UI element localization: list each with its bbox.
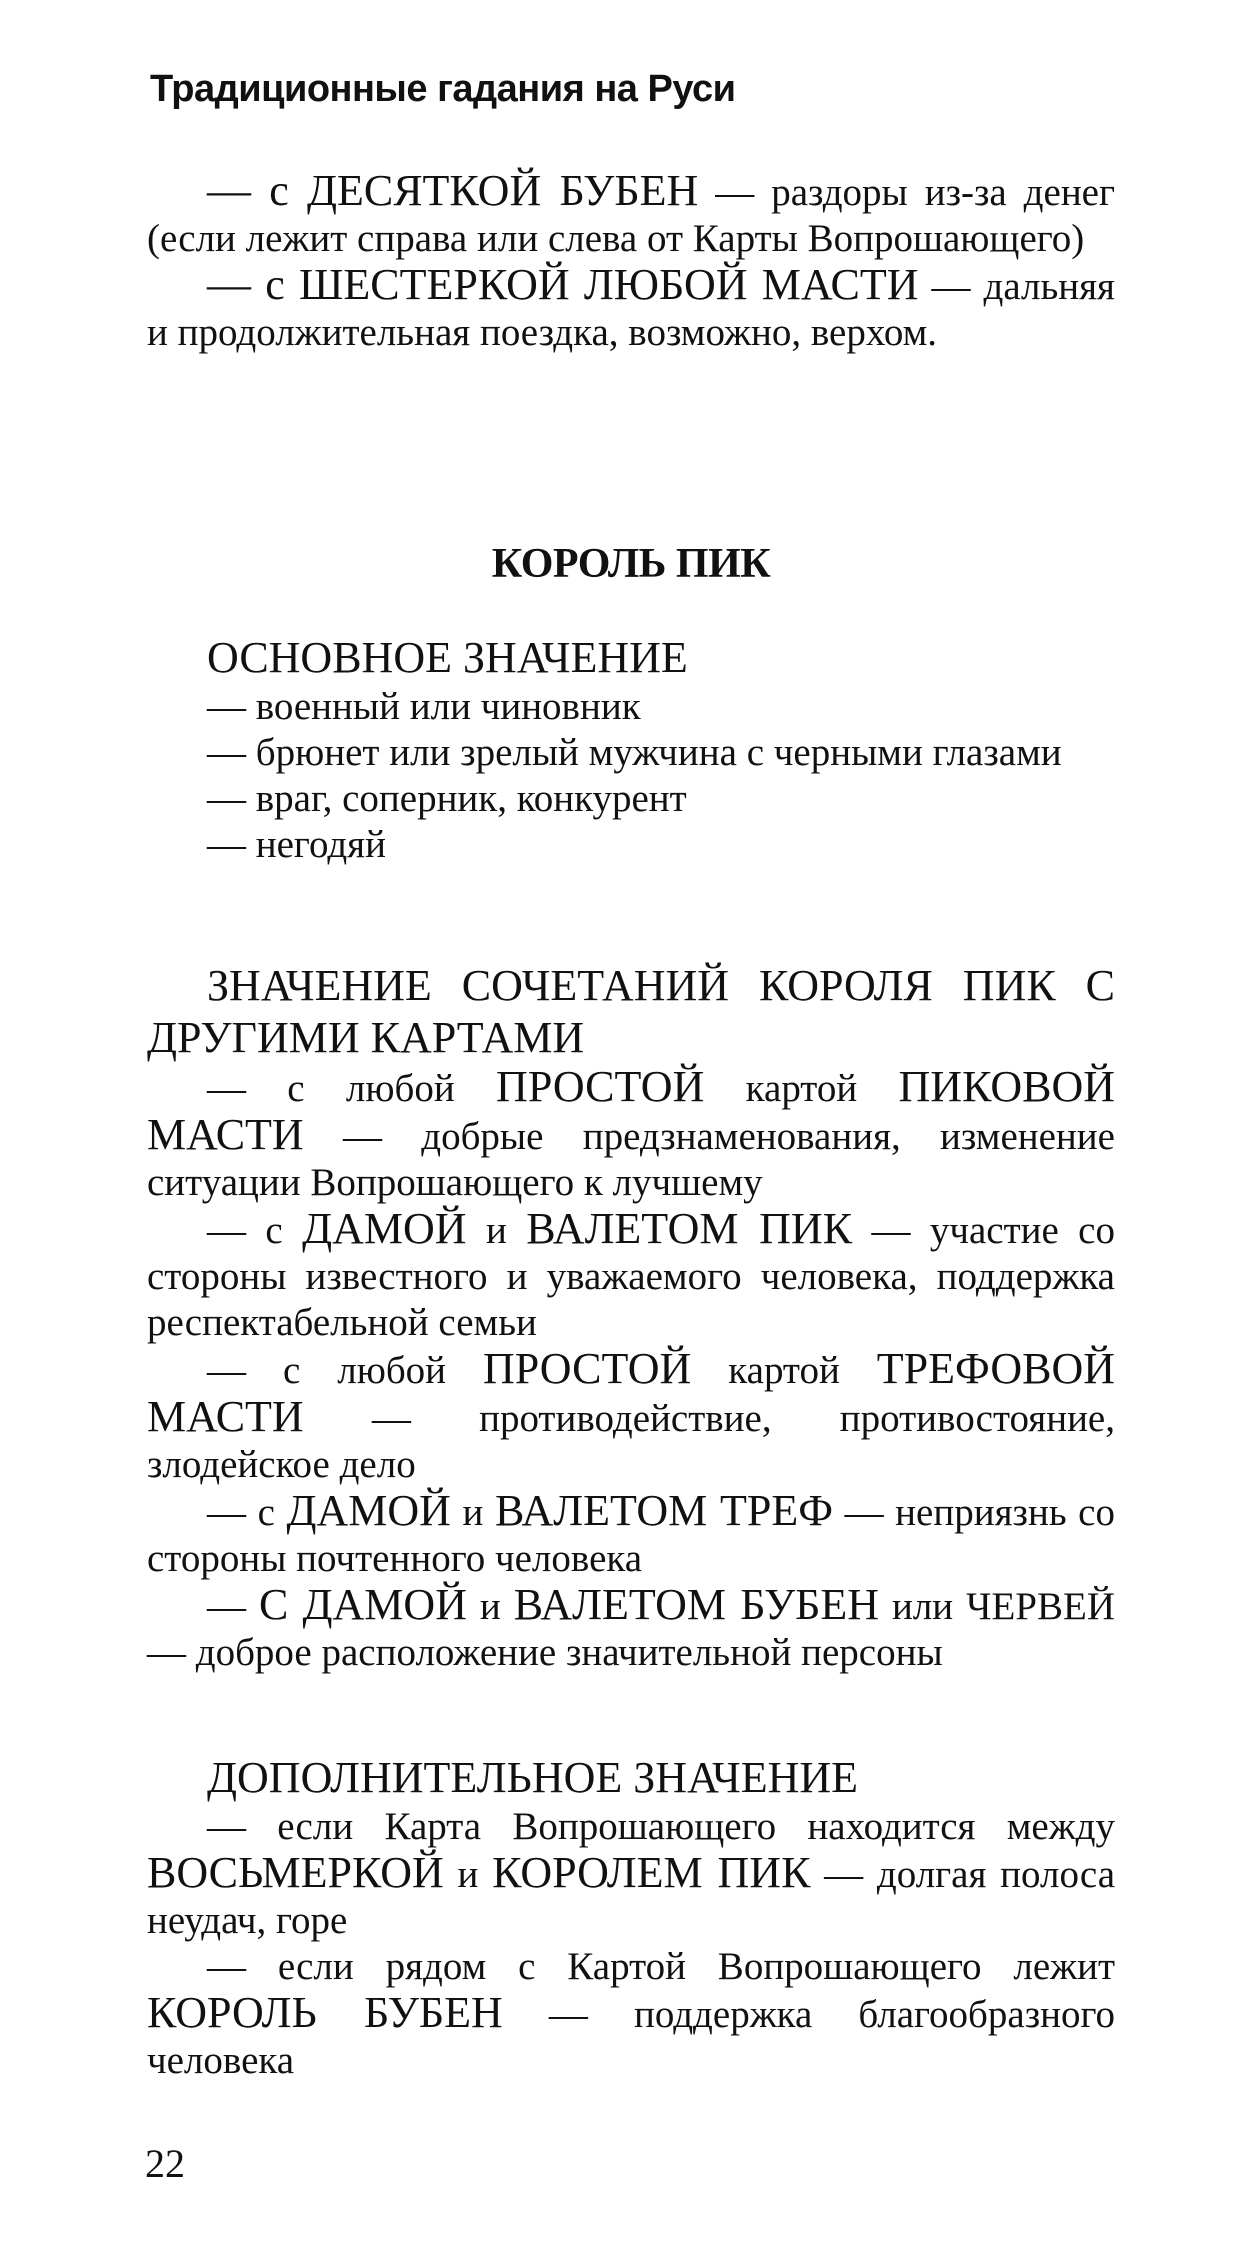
item-lead: — xyxy=(207,1585,259,1628)
caps-text: ДАМОЙ xyxy=(302,1204,467,1253)
caps-text: ВОСЬМЕРКОЙ xyxy=(147,1848,444,1897)
paragraph-text: — дальняя и продолжительная поездка, возможно, верхом. xyxy=(147,265,1115,354)
item-mid: и xyxy=(450,1491,495,1534)
item-rest: — поддержка благообразного человека xyxy=(147,1993,1115,2082)
caps-text: — с ДЕСЯТКОЙ БУБЕН xyxy=(207,166,699,215)
list-item xyxy=(147,1346,1115,1488)
list-item xyxy=(147,1804,1115,1944)
basic-meaning-block xyxy=(147,632,1115,868)
combinations-heading: ЗНАЧЕНИЕ СОЧЕТАНИЙ КОРОЛЯ ПИК С ДРУГИМИ КАРТАМИ xyxy=(147,961,1115,1062)
item-lead: — с xyxy=(207,1209,303,1252)
list-item: — военный или чиновник xyxy=(207,685,641,728)
caps-text: КОРОЛЬ БУБЕН xyxy=(147,1988,503,2037)
item-lead: — с любой xyxy=(207,1067,497,1110)
item-lead: — с любой xyxy=(207,1349,484,1392)
caps-text: КОРОЛЕМ ПИК xyxy=(492,1848,811,1897)
caps-text: ВАЛЕТОМ ТРЕФ xyxy=(494,1486,834,1535)
caps-text: ВАЛЕТОМ БУБЕН xyxy=(513,1580,880,1629)
item-mid: и xyxy=(466,1209,527,1252)
list-item: — враг, соперник, конкурент xyxy=(207,777,687,820)
basic-meaning-heading: ОСНОВНОЕ ЗНАЧЕНИЕ xyxy=(207,633,688,682)
item-mid: картой xyxy=(691,1349,877,1392)
item-rest: — добрые предзнаменования, изменение ситуации Вопрошающего к лучшему xyxy=(147,1115,1115,1204)
paragraph xyxy=(147,168,1115,262)
item-mid: и xyxy=(466,1585,514,1628)
paragraph xyxy=(147,262,1115,356)
additional-meaning-heading: ДОПОЛНИТЕЛЬНОЕ ЗНАЧЕНИЕ xyxy=(207,1753,859,1802)
list-item xyxy=(147,1944,1115,2084)
item-lead: — если рядом с Картой Вопрошающего лежит xyxy=(207,1945,1115,1988)
caps-text: ТРЕФОВОЙ МАСТИ xyxy=(147,1344,1115,1441)
item-mid: и xyxy=(443,1853,493,1896)
item-mid: картой xyxy=(704,1067,899,1110)
item-rest: или ЧЕРВЕЙ — доброе расположение значительной персоны xyxy=(147,1585,1115,1674)
section-title: КОРОЛЬ ПИК xyxy=(491,541,771,587)
list-item xyxy=(147,1488,1115,1582)
list-item: — брюнет или зрелый мужчина с черными глазами xyxy=(207,731,1062,774)
list-item xyxy=(147,1582,1115,1676)
intro-block xyxy=(147,168,1115,356)
page-number: 22 xyxy=(145,2141,185,2186)
item-rest: — долгая полоса неудач, горе xyxy=(147,1853,1116,1942)
caps-text: ДАМОЙ xyxy=(286,1486,451,1535)
list-item xyxy=(147,1064,1115,1206)
paragraph-text: — раздоры из-за денег (если лежит справа или слева от Карты Вопрошающего) xyxy=(147,171,1115,260)
list-item: — негодяй xyxy=(207,823,386,866)
item-rest: — противодействие, противостояние, злодейское дело xyxy=(147,1397,1115,1486)
additional-meaning-block xyxy=(147,1752,1115,2084)
caps-text: ПРОСТОЙ xyxy=(483,1344,692,1393)
item-lead: — если Карта Вопрошающего находится между xyxy=(207,1805,1115,1848)
running-title: Традиционные гадания на Руси xyxy=(150,68,736,110)
caps-text: С ДАМОЙ xyxy=(258,1580,467,1629)
item-lead: — с xyxy=(207,1491,287,1534)
item-rest: — участие со стороны известного и уважаемого человека, поддержка респектабельной семьи xyxy=(147,1209,1115,1344)
caps-text: — с ШЕСТЕРКОЙ ЛЮБОЙ МАСТИ xyxy=(207,260,919,309)
caps-text: ВАЛЕТОМ ПИК xyxy=(526,1204,853,1253)
list-item xyxy=(147,1206,1115,1346)
combinations-block xyxy=(147,960,1115,1676)
caps-text: ПИКОВОЙ МАСТИ xyxy=(147,1062,1115,1159)
caps-text: ПРОСТОЙ xyxy=(496,1062,705,1111)
item-rest: — неприязнь со стороны почтенного человека xyxy=(147,1491,1115,1580)
